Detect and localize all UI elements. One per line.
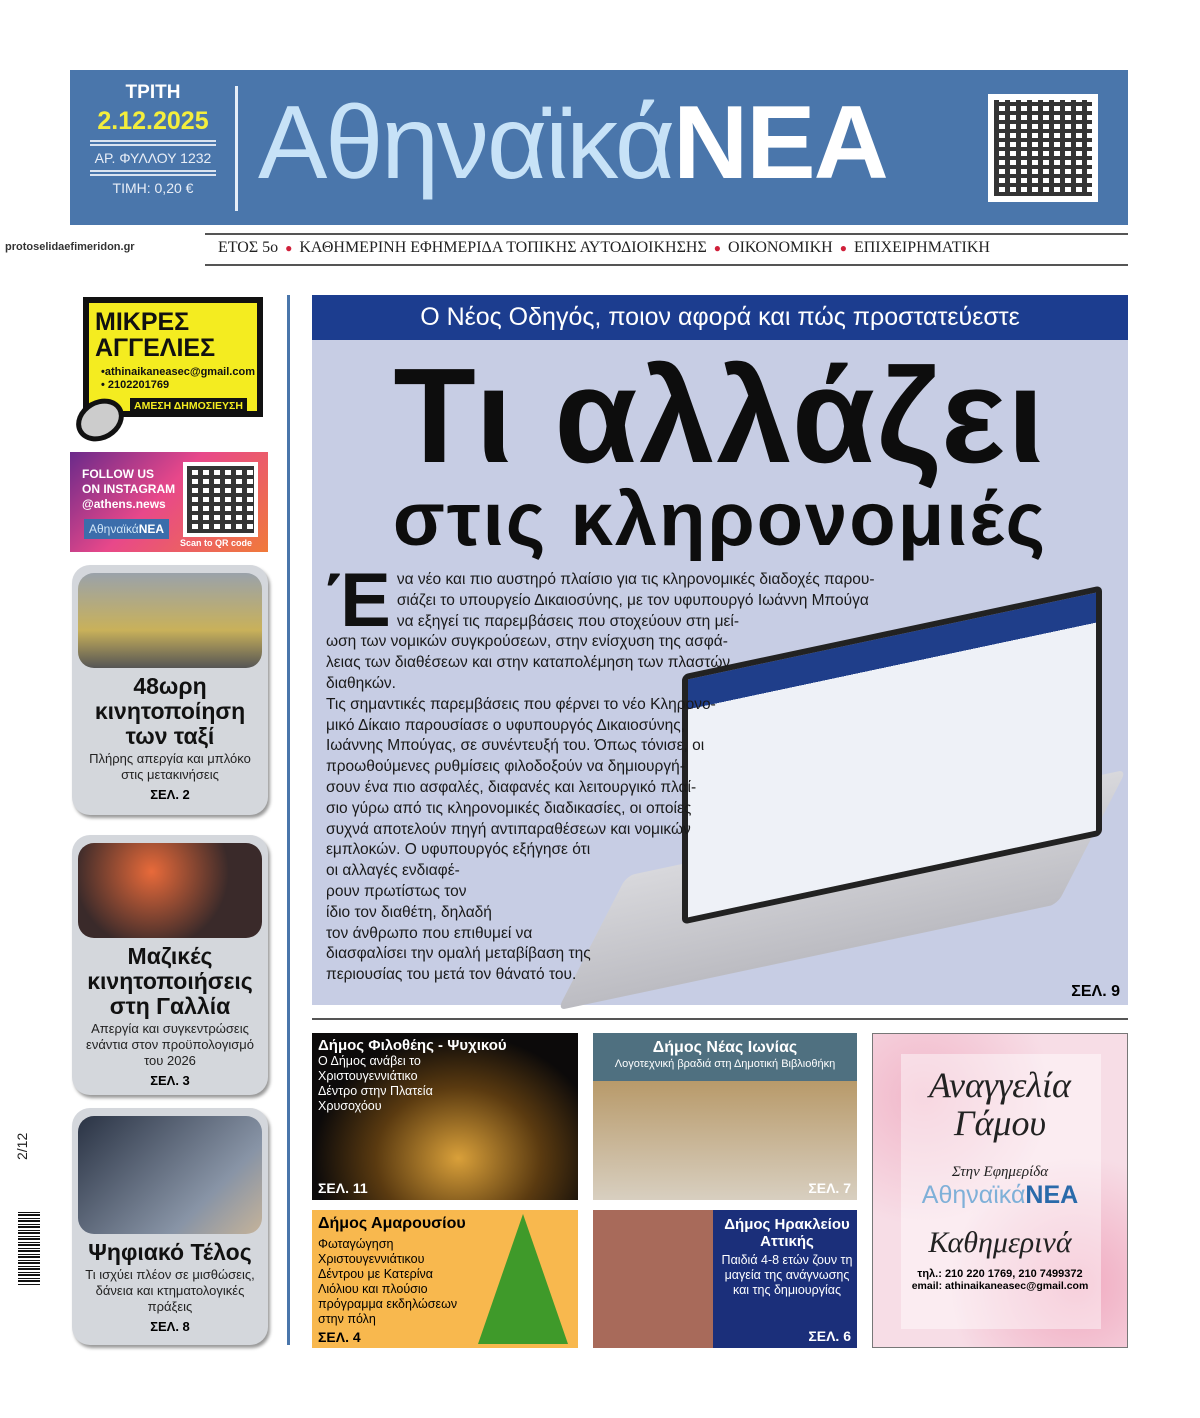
ad-email: email: athinaikaneasec@gmail.com (911, 1280, 1089, 1292)
box-title: Δήμος Φιλοθέης - Ψυχικού (318, 1037, 507, 1054)
logo-light: Αθηναϊκά (89, 522, 139, 536)
body-line: διαθηκών. (326, 674, 396, 692)
story-title: Ψηφιακό Τέλος (88, 1239, 252, 1265)
story-summary: Απεργία και συγκεντρώσεις ενάντια στον προϋπολογισμό του 2026 (86, 1021, 254, 1068)
classifieds-email: •athinaikaneasec@gmail.com (101, 366, 255, 378)
story-summary: Τι ισχύει πλέον σε μισθώσεις, δάνεια και κτηματολογικές πράξεις (85, 1267, 255, 1314)
body-line: μικό Δίκαιο παρουσίασε ο υφυπουργός Δικαιοσύνης, (326, 716, 685, 734)
column-divider (287, 295, 290, 1345)
body-line: τον άνθρωπο που επιθυμεί να (326, 924, 533, 942)
instagram-handle: @athens.news (82, 497, 166, 511)
ad-title: Αναγγελία (929, 1065, 1071, 1105)
newspaper-logo[interactable] (258, 78, 887, 208)
scan-label: Scan to QR code (180, 538, 253, 548)
body-line: σιο γύρω από τις κληρονομικές διαδικασίες, οι οποίες (326, 799, 692, 817)
body-line: ίδιο τον διαθέτη, δηλαδή (326, 903, 492, 921)
issue-date: 2.12.2025 (97, 107, 209, 135)
body-line: Ιωάννης Μπούγας, σε συνέντευξή του. Όπως τόνισε, οι (326, 737, 705, 755)
news-box-marousi[interactable] (312, 1210, 578, 1348)
side-story-france[interactable] (72, 835, 268, 1095)
side-story-taxi[interactable] (72, 565, 268, 815)
body-line: προωθούμενες ρυθμίσεις φιλοδοξούν να δημιουργή- (326, 758, 685, 776)
issue-number: ΑΡ. ΦΥΛΛΟΥ 1232 (94, 150, 212, 166)
lead-headline: Τι αλλάζει (393, 340, 1047, 491)
body-line: συχνά αποτελούν πηγή αντιπαραθέσεων και νομικών (326, 820, 691, 838)
body-line: να εξηγεί τις παρεμβάσεις που στοχεύουν στη μεί- (396, 612, 740, 630)
page-ref: ΣΕΛ. 8 (150, 1319, 190, 1334)
box-title: Δήμος Νέας Ιωνίας (652, 1039, 798, 1056)
christmas-tree-icon (478, 1214, 568, 1344)
logo-bold: ΝΕΑ (138, 522, 165, 536)
divider (205, 264, 1128, 266)
qr-code-icon[interactable] (988, 94, 1098, 202)
masthead (70, 70, 1128, 225)
instagram-text: ON INSTAGRAM (82, 482, 176, 496)
tagline-item: ΟΙΚΟΝΟΜΙΚΗ (728, 239, 833, 256)
page-ref: ΣΕΛ. 11 (318, 1180, 368, 1196)
page-ref: ΣΕΛ. 4 (318, 1329, 361, 1345)
story-summary: Πλήρης απεργία και μπλόκο στις μετακινήσεις (89, 751, 251, 782)
drop-cap: Έ (326, 558, 391, 643)
page-ref: ΣΕΛ. 6 (808, 1328, 851, 1344)
page-ref: ΣΕΛ. 9 (1071, 983, 1120, 1000)
box-title: Δήμος Αμαρουσίου (318, 1215, 466, 1232)
body-line: ρουν πρωτίστως τον (326, 882, 467, 900)
body-line: οι αλλαγές ενδιαφέ- (326, 862, 460, 880)
divider (90, 140, 216, 146)
box-text: Λογοτεχνική βραδιά στη Δημοτική Βιβλιοθήκη (614, 1058, 836, 1070)
body-line: εμπλοκών. Ο υφυπουργός εξήγησε ότι (326, 841, 591, 859)
instagram-ad[interactable] (70, 452, 268, 552)
tagline-item: ΕΤΟΣ 5ο (218, 239, 279, 256)
body-line: σιάζει το υπουργείο Δικαιοσύνης, με τον υφυπουργό Ιωάννη Μπούγα (396, 591, 869, 609)
news-box-irakleio[interactable] (593, 1210, 857, 1348)
classifieds-title: ΜΙΚΡΕΣ (95, 308, 190, 336)
source-site[interactable]: protoselidaefimeridon.gr (5, 241, 135, 253)
divider (312, 1018, 1128, 1020)
news-box-nea-ionia[interactable] (593, 1033, 857, 1200)
story-photo (78, 1116, 262, 1234)
story-title: Μαζικές κινητοποιήσεις στη Γαλλία (87, 943, 253, 1019)
logo-bold: ΝΕΑ (673, 85, 887, 201)
body-line: περιουσίας του μετά τον θάνατό του. (326, 966, 577, 984)
body-line: να νέο και πιο αυστηρό πλαίσιο για τις κληρονομικές διαδοχές παρου- (396, 571, 875, 588)
ad-text: Στην Εφημερίδα (951, 1164, 1049, 1180)
side-story-digital-fee[interactable] (72, 1108, 268, 1345)
body-line: ωση των νομικών συγκρούσεων, στην ενίσχυση της ασφά- (326, 633, 728, 651)
divider (235, 86, 238, 211)
lead-headline: στις κληρονομιές (392, 477, 1048, 562)
body-line: σουν ένα πιο ασφαλές, διαφανές και λειτουργικό πλαί- (326, 778, 697, 796)
story-title: 48ωρη κινητοποίηση των ταξί (94, 673, 246, 749)
body-line: διασφαλίσει την ομαλή μεταβίβαση της (326, 945, 591, 963)
page-code: 2/12 (14, 1132, 30, 1160)
logo-light: Αθηναϊκά (921, 1181, 1026, 1209)
box-title: Δήμος Ηρακλείου Αττικής (724, 1216, 850, 1250)
ad-text: Καθημερινά (928, 1226, 1072, 1259)
divider (90, 170, 216, 176)
ad-phone: τηλ.: 210 220 1769, 210 7499372 (917, 1268, 1083, 1280)
news-box-filothei[interactable] (312, 1033, 578, 1200)
newspaper-logo (873, 1181, 1127, 1210)
lead-kicker: Ο Νέος Οδηγός, ποιον αφορά και πώς προστατεύεστε (312, 295, 1128, 340)
logo-bold: ΝΕΑ (1025, 1181, 1079, 1209)
newspaper-logo (84, 519, 169, 539)
body-line: Τις σημαντικές παρεμβάσεις που φέρνει το νέο Κληρονο- (326, 695, 716, 713)
box-text: Φωταγώγηση Χριστουγεννιάτικου Δέντρου με Κατερίνα Λιόλιου και πλούσιο πρόγραμμα εκδηλώσεων στην πόλη (318, 1237, 458, 1326)
tagline-item: ΚΑΘΗΜΕΡΙΝΗ ΕΦΗΜΕΡΙΔΑ ΤΟΠΙΚΗΣ ΑΥΤΟΔΙΟΙΚΗΣΗΣ (299, 239, 707, 256)
bullet-icon: ● (839, 240, 847, 255)
ad-title: Γάμου (954, 1103, 1046, 1143)
box-text: Παιδιά 4-8 ετών ζουν τη μαγεία της ανάγνωσης και της δημιουργίας (721, 1253, 853, 1297)
body-line: λειας των διαθέσεων και στην καταπολέμηση των πλαστών (326, 654, 731, 672)
page-ref: ΣΕΛ. 2 (150, 787, 190, 802)
bullet-icon: ● (285, 240, 293, 255)
page-ref: ΣΕΛ. 7 (808, 1180, 851, 1196)
logo-light: Αθηναϊκά (258, 85, 674, 201)
tagline-item: ΕΠΙΧΕΙΡΗΜΑΤΙΚΗ (853, 239, 990, 256)
issue-price: ΤΙΜΗ: 0,20 € (112, 180, 194, 196)
wedding-announcement-ad[interactable] (872, 1033, 1128, 1348)
issue-day: ΤΡΙΤΗ (125, 82, 181, 103)
classifieds-ad[interactable] (75, 295, 268, 445)
bullet-icon: ● (713, 240, 722, 255)
barcode-icon (18, 1210, 40, 1285)
classifieds-phone: • 2102201769 (101, 379, 170, 391)
classifieds-cta: ΑΜΕΣΗ ΔΗΜΟΣΙΕΥΣΗ (130, 398, 247, 414)
qr-code-icon[interactable] (183, 462, 258, 537)
box-text: Ο Δήμος ανάβει το Χριστουγεννιάτικο Δέντρο στην Πλατεία Χρυσοχόου (318, 1054, 433, 1113)
lead-body (326, 558, 946, 986)
issue-info (88, 82, 218, 200)
page-ref: ΣΕΛ. 3 (150, 1073, 190, 1088)
lead-story[interactable] (312, 340, 1128, 1005)
divider (205, 233, 1128, 235)
story-photo (78, 573, 262, 668)
classifieds-title: ΑΓΓΕΛΙΕΣ (95, 334, 216, 362)
story-photo (78, 843, 262, 938)
instagram-text: FOLLOW US (82, 467, 154, 481)
tagline (218, 239, 990, 257)
